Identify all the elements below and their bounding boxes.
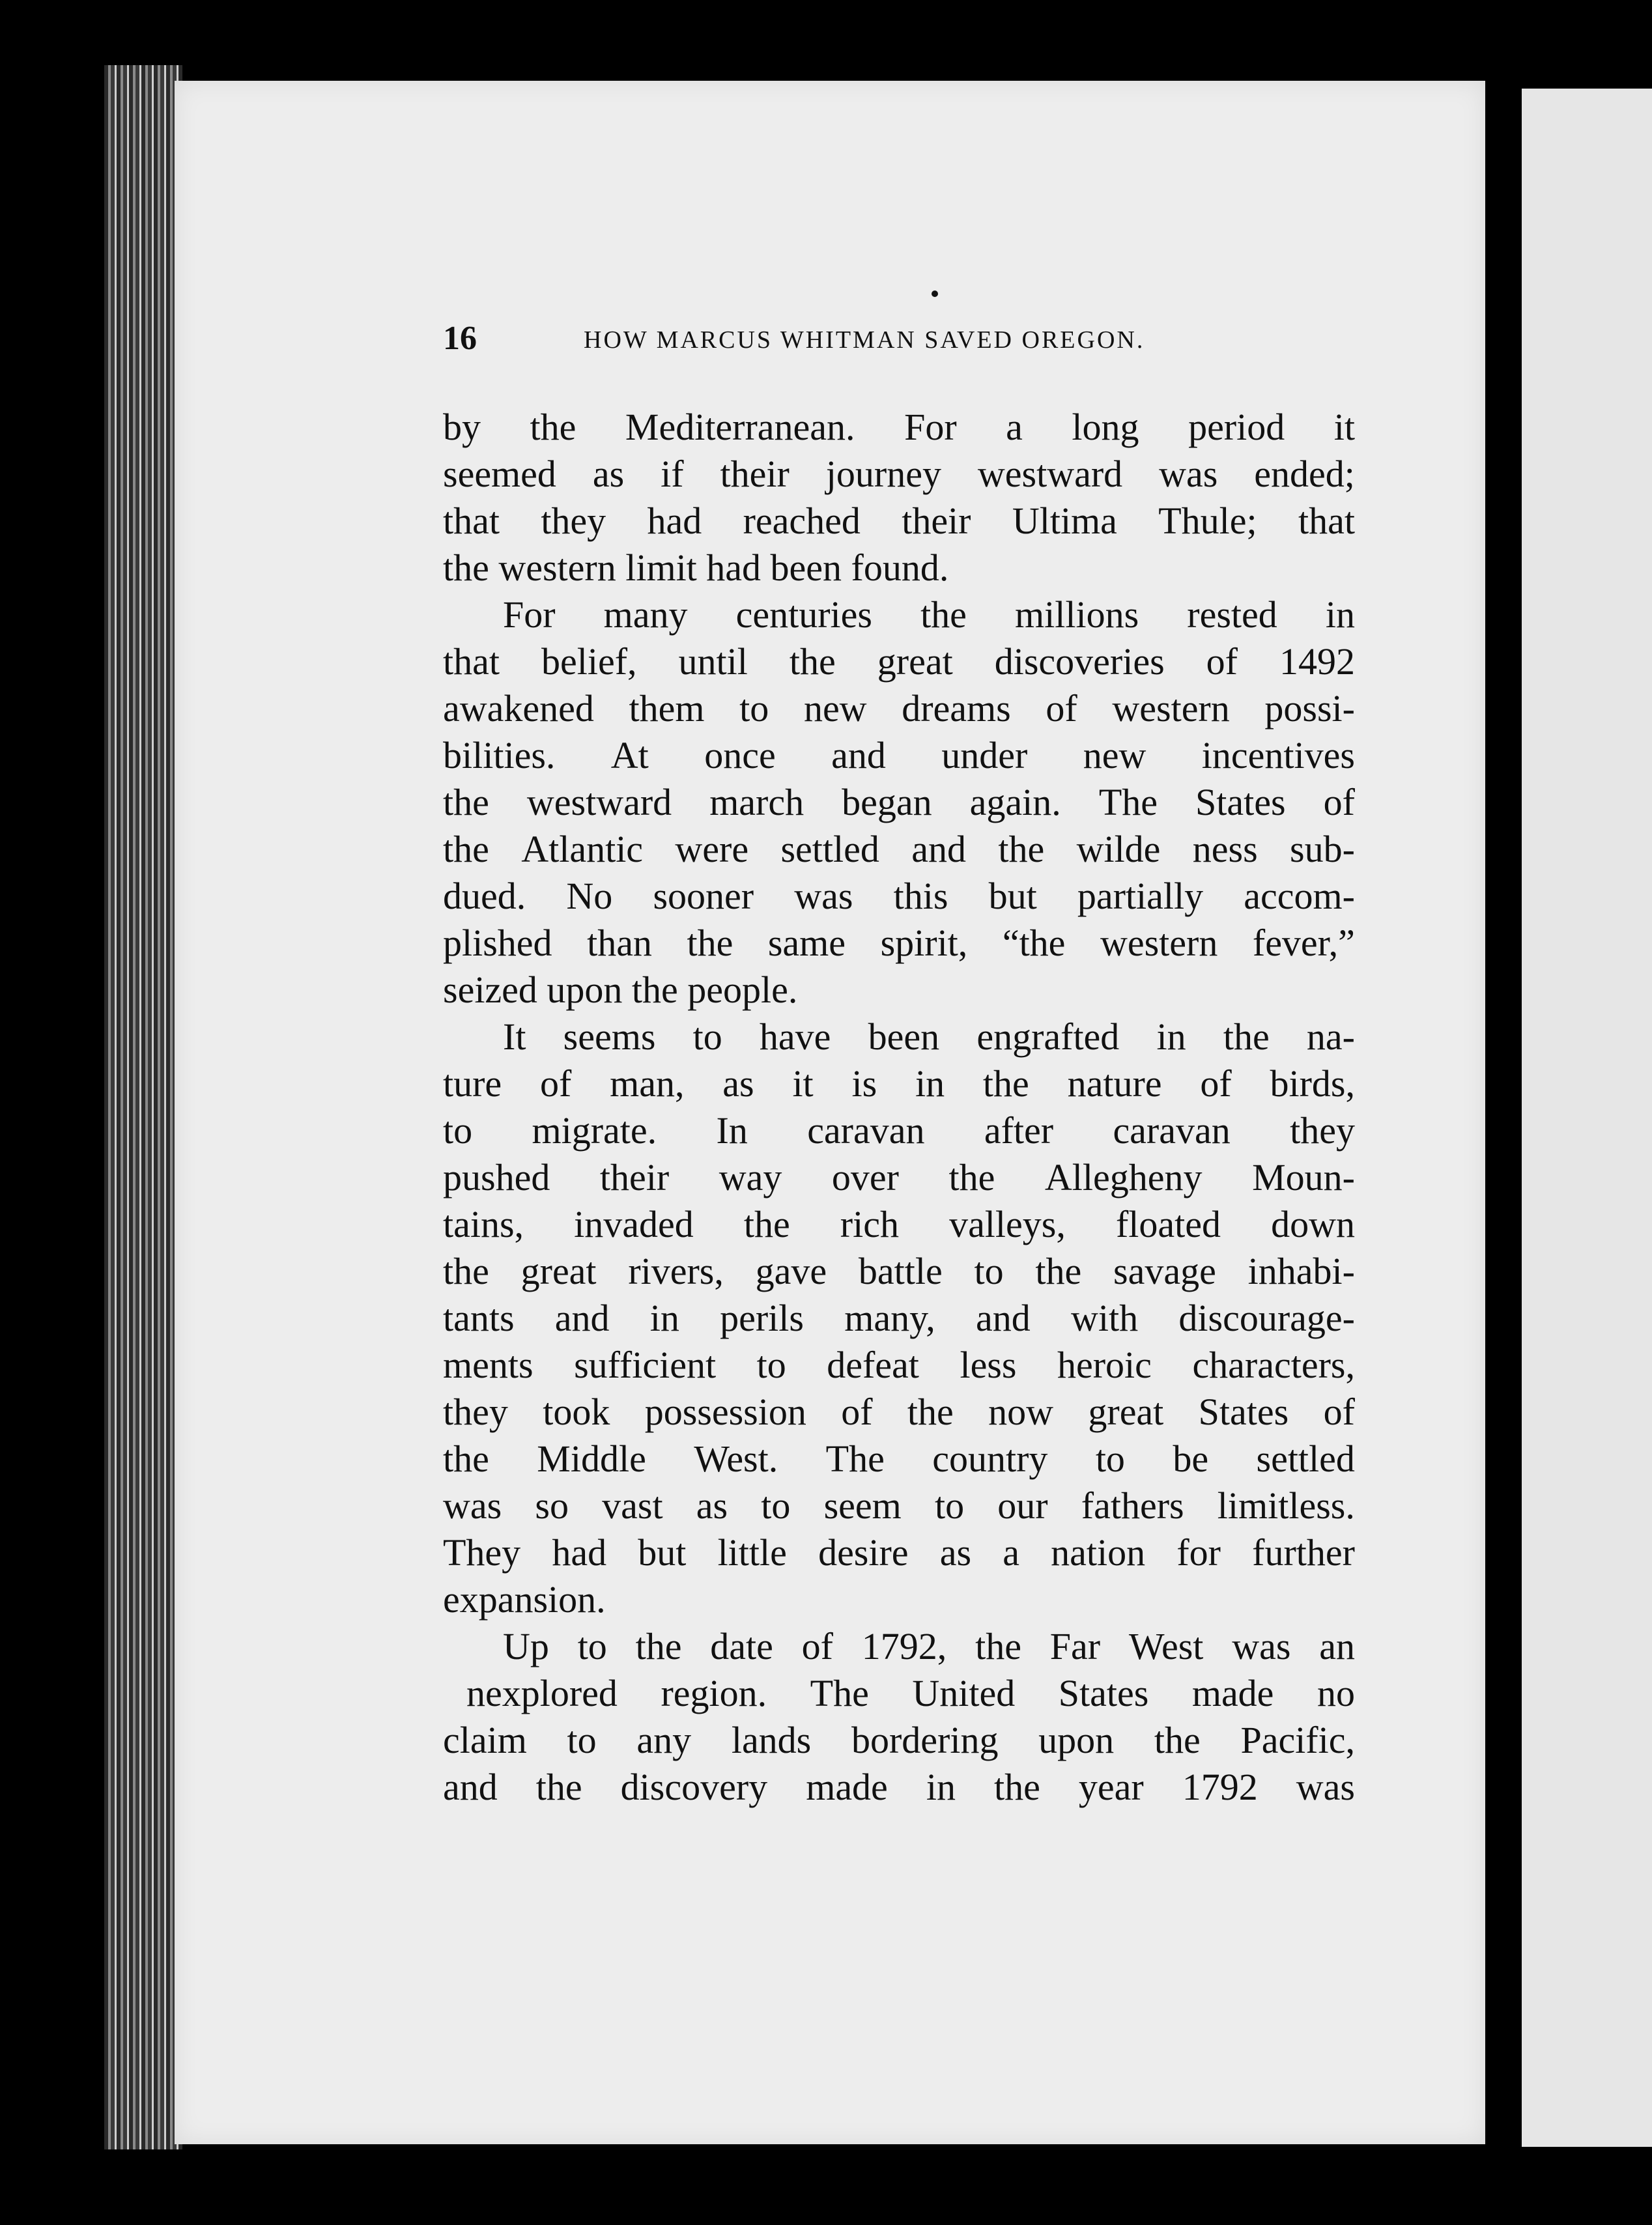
word: journey — [825, 453, 941, 495]
word: Thule; — [1158, 500, 1257, 542]
word: after — [984, 1109, 1054, 1152]
word: they — [1290, 1109, 1355, 1152]
word: claim — [443, 1719, 527, 1761]
word: their — [720, 453, 790, 495]
word: savage — [1113, 1250, 1216, 1292]
word: the — [1154, 1719, 1201, 1761]
word: valleys, — [949, 1203, 1066, 1245]
word: plished — [443, 922, 552, 964]
word: them — [629, 687, 705, 730]
running-title: HOW MARCUS WHITMAN SAVED OREGON. — [584, 326, 1145, 354]
word: millions — [1015, 593, 1139, 636]
word: Mediterranean. — [625, 406, 855, 448]
word: to — [692, 1015, 722, 1058]
word: once — [704, 734, 776, 776]
word: as — [592, 453, 625, 495]
word: lands — [731, 1719, 812, 1761]
word: in — [915, 1062, 945, 1105]
word: a — [1003, 1531, 1019, 1574]
word: nexplored — [466, 1672, 618, 1714]
word: rivers, — [628, 1250, 724, 1292]
word: the — [743, 1203, 790, 1245]
word: than — [587, 922, 652, 964]
word: but — [988, 875, 1037, 917]
word: No — [566, 875, 613, 917]
text-line — [443, 1717, 1355, 1764]
word: ness — [1192, 828, 1258, 870]
word: date — [710, 1625, 773, 1667]
word: the — [443, 781, 489, 823]
word: until — [678, 640, 748, 683]
word: States — [1198, 1391, 1289, 1433]
word: settled — [1256, 1438, 1355, 1480]
word: to — [739, 687, 769, 730]
word: that — [443, 500, 500, 542]
word: but — [638, 1531, 687, 1574]
word: It — [503, 1015, 526, 1058]
word: the — [982, 1062, 1029, 1105]
word: to — [443, 1109, 473, 1152]
word: belief, — [541, 640, 637, 683]
word: of — [801, 1625, 833, 1667]
word: is — [851, 1062, 877, 1105]
word: caravan — [807, 1109, 925, 1152]
text-line — [443, 1342, 1355, 1389]
text-line — [443, 404, 1355, 451]
word: as — [722, 1062, 754, 1105]
word: any — [636, 1719, 692, 1761]
word: same — [767, 922, 846, 964]
word: had — [647, 500, 702, 542]
word: if — [661, 453, 684, 495]
word: in — [926, 1766, 956, 1808]
word: the — [907, 1391, 954, 1433]
word: tants — [443, 1297, 515, 1339]
word: western — [1100, 922, 1218, 964]
word: pushed — [443, 1156, 550, 1198]
word: possession — [644, 1391, 806, 1433]
word: discovery — [620, 1766, 768, 1808]
word: as — [939, 1531, 972, 1574]
text-line — [443, 1013, 1355, 1060]
word: caravan — [1113, 1109, 1231, 1152]
word: and — [554, 1297, 610, 1339]
word: 1492 — [1279, 640, 1355, 683]
word: be — [1173, 1438, 1209, 1480]
text-line — [443, 1623, 1355, 1670]
word: the — [687, 922, 733, 964]
word: was — [794, 875, 853, 917]
word: the — [443, 1250, 489, 1292]
word: an — [1319, 1625, 1355, 1667]
word: “the — [1002, 922, 1066, 964]
text-line — [443, 1248, 1355, 1295]
text-line — [443, 1482, 1355, 1529]
body-text — [443, 404, 1355, 1811]
word: year — [1078, 1766, 1144, 1808]
word: fever,” — [1252, 922, 1355, 964]
word: inhabi- — [1247, 1250, 1355, 1292]
word: less — [960, 1344, 1017, 1386]
word: made — [1191, 1672, 1274, 1714]
word: they — [443, 1391, 508, 1433]
page-header — [443, 319, 1355, 365]
word: been — [868, 1015, 940, 1058]
word: and — [976, 1297, 1031, 1339]
text-line: the western limit had been found. — [443, 546, 949, 589]
word: in — [1325, 593, 1355, 636]
word: now — [988, 1391, 1054, 1433]
text-line — [443, 1529, 1355, 1576]
text-line — [443, 732, 1355, 779]
word: of — [1323, 1391, 1355, 1433]
word: States — [1058, 1672, 1149, 1714]
word: possi- — [1264, 687, 1355, 730]
word: bordering — [851, 1719, 999, 1761]
word: centuries — [735, 593, 872, 636]
word: discoveries — [994, 640, 1165, 683]
text-line — [443, 826, 1355, 873]
word: have — [759, 1015, 831, 1058]
word: perils — [720, 1297, 804, 1339]
word: the — [635, 1625, 682, 1667]
word: man, — [610, 1062, 685, 1105]
word: westward — [526, 781, 672, 823]
word: sub- — [1290, 828, 1355, 870]
word: the — [1035, 1250, 1082, 1292]
word: battle — [858, 1250, 943, 1292]
word: the — [998, 828, 1045, 870]
word: to — [756, 1344, 786, 1386]
word: The — [1098, 781, 1158, 823]
text-line — [443, 1670, 1355, 1717]
word: no — [1317, 1672, 1355, 1714]
word: West. — [694, 1438, 778, 1480]
word: the — [994, 1766, 1040, 1808]
text-line — [443, 1060, 1355, 1107]
word: began — [842, 781, 932, 823]
word: rested — [1187, 593, 1277, 636]
word: little — [717, 1531, 787, 1574]
word: upon — [1038, 1719, 1115, 1761]
word: limitless. — [1217, 1484, 1355, 1527]
word: Up — [503, 1625, 549, 1667]
word: the — [1223, 1015, 1270, 1058]
word: Pacific, — [1240, 1719, 1355, 1761]
word: The — [810, 1672, 869, 1714]
facing-page-edge — [1522, 89, 1652, 2147]
word: western — [1112, 687, 1230, 730]
word: the — [789, 640, 836, 683]
word: the — [535, 1766, 582, 1808]
word: They — [443, 1531, 521, 1574]
word: of — [1200, 1062, 1232, 1105]
word: the — [443, 828, 489, 870]
word: Atlantic — [521, 828, 644, 870]
word: Far — [1049, 1625, 1101, 1667]
word: was — [443, 1484, 502, 1527]
word: their — [599, 1156, 670, 1198]
word: great — [1088, 1391, 1164, 1433]
text-line — [443, 1389, 1355, 1436]
word: it — [792, 1062, 814, 1105]
book-page-edges — [104, 65, 182, 2149]
text-line — [443, 1295, 1355, 1342]
word: ments — [443, 1344, 534, 1386]
word: made — [806, 1766, 888, 1808]
word: a — [1006, 406, 1023, 448]
text-line — [443, 1107, 1355, 1154]
word: characters, — [1192, 1344, 1355, 1386]
word: na- — [1306, 1015, 1355, 1058]
word: and — [443, 1766, 498, 1808]
word: were — [675, 828, 749, 870]
word: their — [902, 500, 971, 542]
word: nature — [1067, 1062, 1162, 1105]
word: At — [610, 734, 649, 776]
word: the — [443, 1438, 489, 1480]
word: ended; — [1254, 453, 1355, 495]
word: of — [1046, 687, 1077, 730]
text-line — [443, 498, 1355, 545]
word: long — [1072, 406, 1139, 448]
word: and — [831, 734, 886, 776]
word: under — [941, 734, 1028, 776]
word: was — [1296, 1766, 1355, 1808]
word: awakened — [443, 687, 594, 730]
word: vast — [602, 1484, 663, 1527]
word: the — [948, 1156, 995, 1198]
text-line: seized upon the people. — [443, 969, 798, 1011]
word: In — [716, 1109, 748, 1152]
word: gave — [755, 1250, 827, 1292]
word: to — [577, 1625, 607, 1667]
word: of — [1323, 781, 1355, 823]
word: was — [1232, 1625, 1291, 1667]
text-line — [443, 779, 1355, 826]
word: by — [443, 406, 481, 448]
word: 1792 — [1182, 1766, 1258, 1808]
word: migrate. — [532, 1109, 657, 1152]
word: heroic — [1057, 1344, 1152, 1386]
word: desire — [818, 1531, 909, 1574]
word: to — [974, 1250, 1004, 1292]
text-line — [443, 638, 1355, 685]
word: took — [543, 1391, 610, 1433]
word: bilities. — [443, 734, 556, 776]
word: march — [709, 781, 805, 823]
word: seemed — [443, 453, 556, 495]
word: down — [1271, 1203, 1355, 1245]
word: invaded — [574, 1203, 694, 1245]
word: discourage- — [1178, 1297, 1355, 1339]
word: incentives — [1201, 734, 1355, 776]
word: reached — [743, 500, 861, 542]
word: partially — [1077, 875, 1204, 917]
word: accom- — [1244, 875, 1355, 917]
word: over — [831, 1156, 899, 1198]
word: for — [1176, 1531, 1221, 1574]
word: engrafted — [976, 1015, 1120, 1058]
word: fathers — [1081, 1484, 1184, 1527]
word: Moun- — [1252, 1156, 1355, 1198]
word: birds, — [1270, 1062, 1355, 1105]
word: dued. — [443, 875, 526, 917]
word: sufficient — [574, 1344, 717, 1386]
word: our — [997, 1484, 1048, 1527]
text-line — [443, 685, 1355, 732]
word: in — [649, 1297, 679, 1339]
text-line — [443, 1764, 1355, 1811]
text-line — [443, 451, 1355, 498]
word: States — [1195, 781, 1286, 823]
word: United — [912, 1672, 1016, 1714]
text-line — [443, 1154, 1355, 1201]
word: in — [1156, 1015, 1186, 1058]
text-line — [443, 591, 1355, 638]
word: again. — [969, 781, 1061, 823]
word: to — [567, 1719, 597, 1761]
page-number: 16 — [443, 320, 477, 357]
word: the — [530, 406, 577, 448]
word: defeat — [827, 1344, 919, 1386]
word: to — [761, 1484, 791, 1527]
word: the — [975, 1625, 1021, 1667]
word: Ultima — [1012, 500, 1117, 542]
word: The — [825, 1438, 885, 1480]
print-speck — [932, 291, 938, 297]
word: 1792, — [861, 1625, 947, 1667]
word: floated — [1115, 1203, 1221, 1245]
word: the — [920, 593, 967, 636]
word: spirit, — [880, 922, 968, 964]
word: of — [841, 1391, 873, 1433]
word: rich — [840, 1203, 899, 1245]
text-line — [443, 873, 1355, 920]
word: way — [719, 1156, 782, 1198]
word: West — [1128, 1625, 1204, 1667]
word: period — [1188, 406, 1285, 448]
word: For — [503, 593, 556, 636]
word: as — [696, 1484, 728, 1527]
word: ture — [443, 1062, 502, 1105]
word: with — [1071, 1297, 1139, 1339]
word: Middle — [537, 1438, 646, 1480]
word: tains, — [443, 1203, 524, 1245]
word: Allegheny — [1044, 1156, 1203, 1198]
word: seems — [563, 1015, 656, 1058]
word: settled — [780, 828, 879, 870]
word: great — [877, 640, 953, 683]
word: so — [535, 1484, 569, 1527]
word: westward — [977, 453, 1123, 495]
word: they — [541, 500, 606, 542]
word: this — [893, 875, 948, 917]
word: sooner — [653, 875, 754, 917]
word: nation — [1051, 1531, 1146, 1574]
word: to — [1095, 1438, 1125, 1480]
word: had — [552, 1531, 607, 1574]
word: great — [520, 1250, 597, 1292]
word: For — [904, 406, 957, 448]
word: many, — [844, 1297, 935, 1339]
word: seem — [823, 1484, 902, 1527]
word: of — [539, 1062, 572, 1105]
word: of — [1206, 640, 1238, 683]
word: new — [803, 687, 867, 730]
word: wilde — [1076, 828, 1161, 870]
word: dreams — [902, 687, 1011, 730]
word: further — [1252, 1531, 1355, 1574]
word: it — [1333, 406, 1355, 448]
word: many — [603, 593, 688, 636]
word: country — [932, 1438, 1048, 1480]
text-line: expansion. — [443, 1578, 606, 1621]
word: and — [911, 828, 966, 870]
word: region. — [661, 1672, 767, 1714]
word: new — [1083, 734, 1146, 776]
word: that — [1298, 500, 1355, 542]
word: that — [443, 640, 500, 683]
text-line — [443, 1201, 1355, 1248]
word: to — [934, 1484, 965, 1527]
word: was — [1159, 453, 1218, 495]
text-line — [443, 920, 1355, 967]
text-line — [443, 1436, 1355, 1482]
